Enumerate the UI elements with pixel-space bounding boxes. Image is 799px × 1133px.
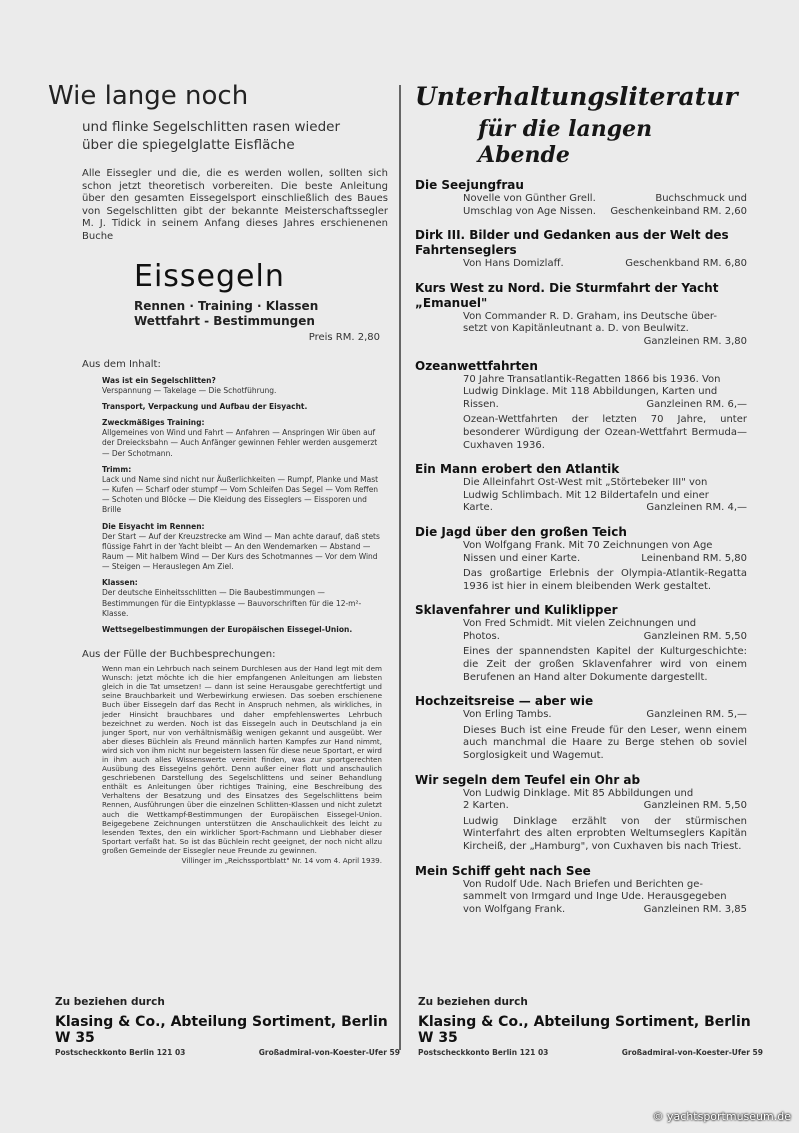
book-entry-line bbox=[463, 618, 747, 631]
book-entry-note: Das großartige Erlebnis der Olympia-Atlantik-Regatta 1936 ist hier in einem bleibenden Werk gestaltet. bbox=[463, 568, 747, 592]
book-entry-title: Wir segeln dem Teufel ein Ohr ab bbox=[415, 772, 641, 787]
contents-section-text: Der deutsche Einheitsschlitten — Die Baubestimmungen — Bestimmungen für die Eintypklasse — Bauvorschriften für die 12-m²-Klasse. bbox=[102, 588, 362, 618]
book-entry-title: Die Jagd über den großen Teich bbox=[415, 524, 627, 539]
contents-section bbox=[102, 465, 382, 516]
footer-details bbox=[55, 1048, 400, 1057]
line-price: Buchschmuck und bbox=[655, 193, 747, 204]
book-entry bbox=[415, 525, 747, 593]
book-entry bbox=[415, 281, 747, 349]
contents-section-heading: Was ist ein Segelschlitten? bbox=[102, 376, 216, 385]
contents-section-heading: Wettsegelbestimmungen der Europäischen Eissegel-Union. bbox=[102, 625, 353, 635]
line-price: Leinenband RM. 5,80 bbox=[641, 552, 747, 564]
line-price: Ganzleinen RM. 4,— bbox=[646, 502, 747, 514]
line-price: Ganzleinen RM. 5,50 bbox=[643, 630, 747, 642]
book-subtitle-line: Rennen · Training · Klassen bbox=[134, 299, 319, 313]
line-price: Ganzleinen RM. 6,— bbox=[646, 398, 747, 410]
review-body: Wenn man ein Lehrbuch nach seinem Durchlesen aus der Hand legt mit dem Wunsch: jetzt möchte ich die hier empfangenen Anleitungen am liebsten gleich in die Tat umsetzen! — dann ist seine Herausgabe gerechtfertigt und seine Brauchbarkeit und Werbewirkung erwiesen. Das soeben erschienene Buch über Eissegeln darf das Recht in Anspruch nehmen, als wirkliches, in jeder Hinsicht brauchbares und daher empfehlenswertes Lehrbuch bezeichnet zu werden. Noch ist das Eissegeln auch in Deutschland ja ein junger Sport, nur von verhältnismäßig wenigen gekannt und ausgeübt. Wer aber dieses Büchlein als Freund männlich harten Kampfes zur Hand nimmt, wird sich von ihm nicht nur begeistern lassen für diese neue Sportart, er wird in ihm auch alles Wissenswerte vereint finden, was zur sportgerechten Ausübung des Eissegelns gehört. Denn außer einer flott und anschaulich geschriebenen Darstellung des Segelschlittens und seiner Behandlung enthält es Anleitungen über richtiges Training, eine Beschreibung des Verhaltens der Besatzung und des Einsatzes des Segelschlittens beim Rennen, Ausführungen über die einzelnen Schlitten-Klassen und nicht zuletzt auch die Wettkampf-Bestimmungen der Europäischen Eissegel-Union. Beigegebene Zeichnungen unterstützen die Anschaulichkeit des leicht zu lesenden Textes, den ein wirklicher Sport-Fachmann und Liebhaber dieser Sportart verfaßt hat. So ist das Büchlein recht geeignet, der noch nicht allzu großen Gemeinde der Eissegler neue Freunde zu gewinnen. bbox=[102, 664, 382, 855]
line-text: setzt von Kapitänleutnant a. D. von Beulwitz. bbox=[463, 323, 689, 335]
book-entry-line bbox=[463, 323, 747, 336]
contents-section bbox=[102, 625, 382, 635]
footer-address: Großadmiral-von-Koester-Ufer 59 bbox=[621, 1048, 763, 1057]
footer-publisher: Klasing & Co., Abteilung Sortiment, Berlin W 35 bbox=[55, 1014, 388, 1046]
book-entry bbox=[415, 178, 747, 218]
contents-section-heading: Zweckmäßiges Training: bbox=[102, 418, 205, 428]
line-text: Ludwig Schlimbach. Mit 12 Bildertafeln und einer bbox=[463, 489, 709, 501]
book-entry-title: Die Seejungfrau bbox=[415, 178, 524, 192]
footer-account: Postscheckkonto Berlin 121 03 bbox=[55, 1048, 186, 1057]
book-entry-line bbox=[463, 540, 747, 553]
book-subtitle bbox=[134, 299, 388, 328]
book-entry-line bbox=[463, 553, 747, 566]
contents-section bbox=[102, 578, 382, 619]
contents-section bbox=[102, 376, 382, 396]
right-subtitle: für die langen Abende bbox=[478, 116, 653, 168]
book-entry-title: Ozeanwettfahrten bbox=[415, 358, 538, 373]
book-entry-title: Kurs West zu Nord. Die Sturmfahrt der Yacht „Emanuel" bbox=[415, 280, 719, 310]
contents-section-text: Allgemeines von Wind und Fahrt — Anfahren — Anspringen Wir üben auf der Dreiecksbahn — Auch Anfänger gewinnen Fehler werden ausgemerzt — Der Schotmann. bbox=[102, 428, 378, 458]
subheading-line: und flinke Segelschlitten rasen wieder bbox=[82, 119, 341, 135]
book-entry-note: Dieses Buch ist eine Freude für den Leser, wenn einem auch manchmal die Haare zu Berge stehen ob soviel Sorglosigkeit und Wagemut. bbox=[463, 724, 747, 762]
book-price: Preis RM. 2,80 bbox=[308, 332, 380, 343]
contents-section-heading: Die Eisyacht im Rennen: bbox=[102, 521, 205, 531]
book-entry bbox=[415, 462, 747, 515]
contents-section-heading: Transport, Verpackung und Aufbau der Eisyacht. bbox=[102, 402, 308, 412]
line-text: Von Wolfgang Frank. Mit 70 Zeichnungen von Age bbox=[463, 539, 713, 551]
book-title: Eissegeln bbox=[134, 259, 285, 294]
line-text: von Wolfgang Frank. bbox=[463, 903, 566, 915]
book-entry-title: Mein Schiff geht nach See bbox=[415, 863, 591, 878]
book-entry bbox=[415, 359, 747, 453]
footer-left bbox=[55, 996, 400, 1057]
footer-account: Postscheckkonto Berlin 121 03 bbox=[418, 1048, 549, 1057]
line-text: Von Rudolf Ude. Nach Briefen und Berichten ge- bbox=[463, 878, 704, 890]
book-entry-line bbox=[463, 879, 747, 892]
book-entry-note: Ozean-Wettfahrten der letzten 70 Jahre, unter besonderer Würdigung der Ozean-Wettfahrt Bermuda—Cuxhaven 1936. bbox=[463, 414, 747, 451]
book-entry-line bbox=[463, 502, 747, 515]
line-price: Geschenkeinband RM. 2,60 bbox=[610, 205, 747, 217]
book-entry-line bbox=[463, 709, 747, 722]
book-subtitle-line: Wettfahrt - Bestimmungen bbox=[134, 313, 315, 328]
book-entry-line bbox=[463, 336, 747, 349]
contents-heading: Aus dem Inhalt: bbox=[82, 359, 161, 370]
line-text: Von Erling Tambs. bbox=[463, 709, 552, 721]
subheading-line: über die spiegelglatte Eisfläche bbox=[82, 137, 295, 153]
book-entry bbox=[415, 864, 747, 917]
book-entry-line bbox=[463, 386, 747, 399]
book-entry-line bbox=[463, 311, 747, 324]
line-text: sammelt von Irmgard und Inge Ude. Herausgegeben bbox=[463, 891, 727, 903]
book-entry-note: Ludwig Dinklage erzählt von der stürmischen Winterfahrt des alten erprobten Weltumseglers Kapitän Kircheiß, der „Hamburg", von Cuxhaven bis nach Triest. bbox=[463, 815, 747, 852]
contents-section-text: Der Start — Auf der Kreuzstrecke am Wind — Man achte darauf, daß stets flüssige Fahrt in der Yacht bleibt — An den Wendemarken — Abstand — Raum — Mit halbem Wind — Der Kurs des Schotmannes — Vor dem Wind — Steigen — Herauslegen Am Ziel. bbox=[102, 531, 380, 572]
line-text: 2 Karten. bbox=[463, 800, 509, 812]
line-price: Ganzleinen RM. 5,50 bbox=[643, 800, 747, 812]
book-entry bbox=[415, 773, 747, 854]
contents-section-text: Verspannung — Takelage — Die Schotführung. bbox=[102, 386, 277, 395]
review-text bbox=[102, 664, 382, 865]
line-price: Ganzleinen RM. 5,— bbox=[646, 709, 747, 721]
line-text: Karte. bbox=[463, 502, 493, 514]
book-entry-line bbox=[463, 891, 747, 904]
book-entry bbox=[415, 694, 747, 762]
left-column bbox=[48, 80, 388, 865]
book-entry-line bbox=[463, 631, 747, 644]
left-subheading bbox=[82, 118, 388, 154]
book-entry-title: Dirk III. Bilder und Gedanken aus der Welt des Fahrtenseglers bbox=[415, 228, 729, 258]
line-price: Ganzleinen RM. 3,85 bbox=[643, 903, 747, 915]
book-entry-line bbox=[463, 258, 747, 271]
book-entry bbox=[415, 228, 747, 271]
line-text: Photos. bbox=[463, 630, 500, 642]
contents-section bbox=[102, 418, 382, 459]
line-text: Von Hans Domizlaff. bbox=[463, 258, 564, 270]
line-text: Die Alleinfahrt Ost-West mit „Störtebeker III" von bbox=[463, 477, 708, 489]
footer-label: Zu beziehen durch bbox=[55, 996, 165, 1008]
footer-label: Zu beziehen durch bbox=[418, 996, 528, 1008]
line-text: Umschlag von Age Nissen. bbox=[463, 205, 596, 217]
right-title: Unterhaltungsliteratur bbox=[415, 82, 738, 111]
contents-section-heading: Klassen: bbox=[102, 578, 138, 588]
book-entry-line bbox=[463, 193, 747, 206]
book-entry-line bbox=[463, 490, 747, 503]
watermark: © yachtsportmuseum.de bbox=[652, 1110, 791, 1123]
contents-section-heading: Trimm: bbox=[102, 464, 132, 474]
line-text: Von Fred Schmidt. Mit vielen Zeichnungen und bbox=[463, 618, 697, 630]
contents-section bbox=[102, 522, 382, 573]
line-text: Ludwig Dinklage. Mit 118 Abbildungen, Karten und bbox=[463, 386, 718, 398]
book-entry-title: Hochzeitsreise — aber wie bbox=[415, 694, 594, 709]
book-entry-line bbox=[463, 399, 747, 412]
footer-details bbox=[418, 1048, 763, 1057]
book-entry-line bbox=[463, 374, 747, 387]
book-entry bbox=[415, 603, 747, 684]
footer-right bbox=[418, 996, 763, 1057]
contents-list bbox=[102, 376, 382, 635]
line-text: Von Commander R. D. Graham, ins Deutsche über- bbox=[463, 310, 718, 322]
right-column bbox=[415, 82, 747, 916]
intro-text: Alle Eissegler und die, die es werden wollen, sollten sich schon jetzt theoretisch vorbereiten. Die beste Anleitung über den gesamten Eissegelsport einschließlich des Baues von Segelschlitten gibt der bekannte Meisterschaftssegler M. J. Tidick in seinem Anfang dieses Jahres erschienenen Buche bbox=[82, 168, 388, 242]
contents-section-text: Lack und Name sind nicht nur Äußerlichkeiten — Rumpf, Planke und Mast — Kufen — Scharf oder stumpf — Vom Schleifen Das Segel — Vom Reffen — Schoten und Blöcke — Die Kleidung des Eisseglers — Eissporen und Brille bbox=[102, 474, 379, 515]
book-entry-title: Sklavenfahrer und Kuliklipper bbox=[415, 603, 618, 618]
book-entry-note: Eines der spannendsten Kapitel der Kulturgeschichte: die Zeit der großen Sklavenfahrer wird von einem Berufenen an Hand alter Dokumente dargestellt. bbox=[463, 646, 747, 683]
footer-address: Großadmiral-von-Koester-Ufer 59 bbox=[258, 1048, 400, 1057]
reviews-heading: Aus der Fülle der Buchbesprechungen: bbox=[82, 649, 276, 661]
left-heading: Wie lange noch bbox=[48, 81, 249, 111]
line-price: Geschenkband RM. 6,80 bbox=[625, 258, 747, 270]
line-price: Ganzleinen RM. 3,80 bbox=[643, 335, 747, 347]
book-entry-line bbox=[463, 788, 747, 801]
review-source: Villinger im „Reichssportblatt" Nr. 14 vom 4. April 1939. bbox=[181, 856, 382, 866]
book-entry-line bbox=[463, 477, 747, 490]
book-entry-line bbox=[463, 206, 747, 219]
line-text: Von Ludwig Dinklage. Mit 85 Abbildungen und bbox=[463, 787, 694, 799]
footer-publisher: Klasing & Co., Abteilung Sortiment, Berlin W 35 bbox=[418, 1014, 751, 1046]
book-entry-line bbox=[463, 800, 747, 813]
contents-section bbox=[102, 402, 382, 412]
line-text: 70 Jahre Transatlantik-Regatten 1866 bis 1936. Von bbox=[463, 373, 721, 385]
book-entry-line bbox=[463, 904, 747, 917]
line-text: Rissen. bbox=[463, 398, 499, 410]
line-text: Nissen und einer Karte. bbox=[463, 552, 581, 564]
line-text: Novelle von Günther Grell. bbox=[463, 193, 596, 204]
book-entry-title: Ein Mann erobert den Atlantik bbox=[415, 462, 620, 477]
column-divider bbox=[399, 85, 401, 1050]
